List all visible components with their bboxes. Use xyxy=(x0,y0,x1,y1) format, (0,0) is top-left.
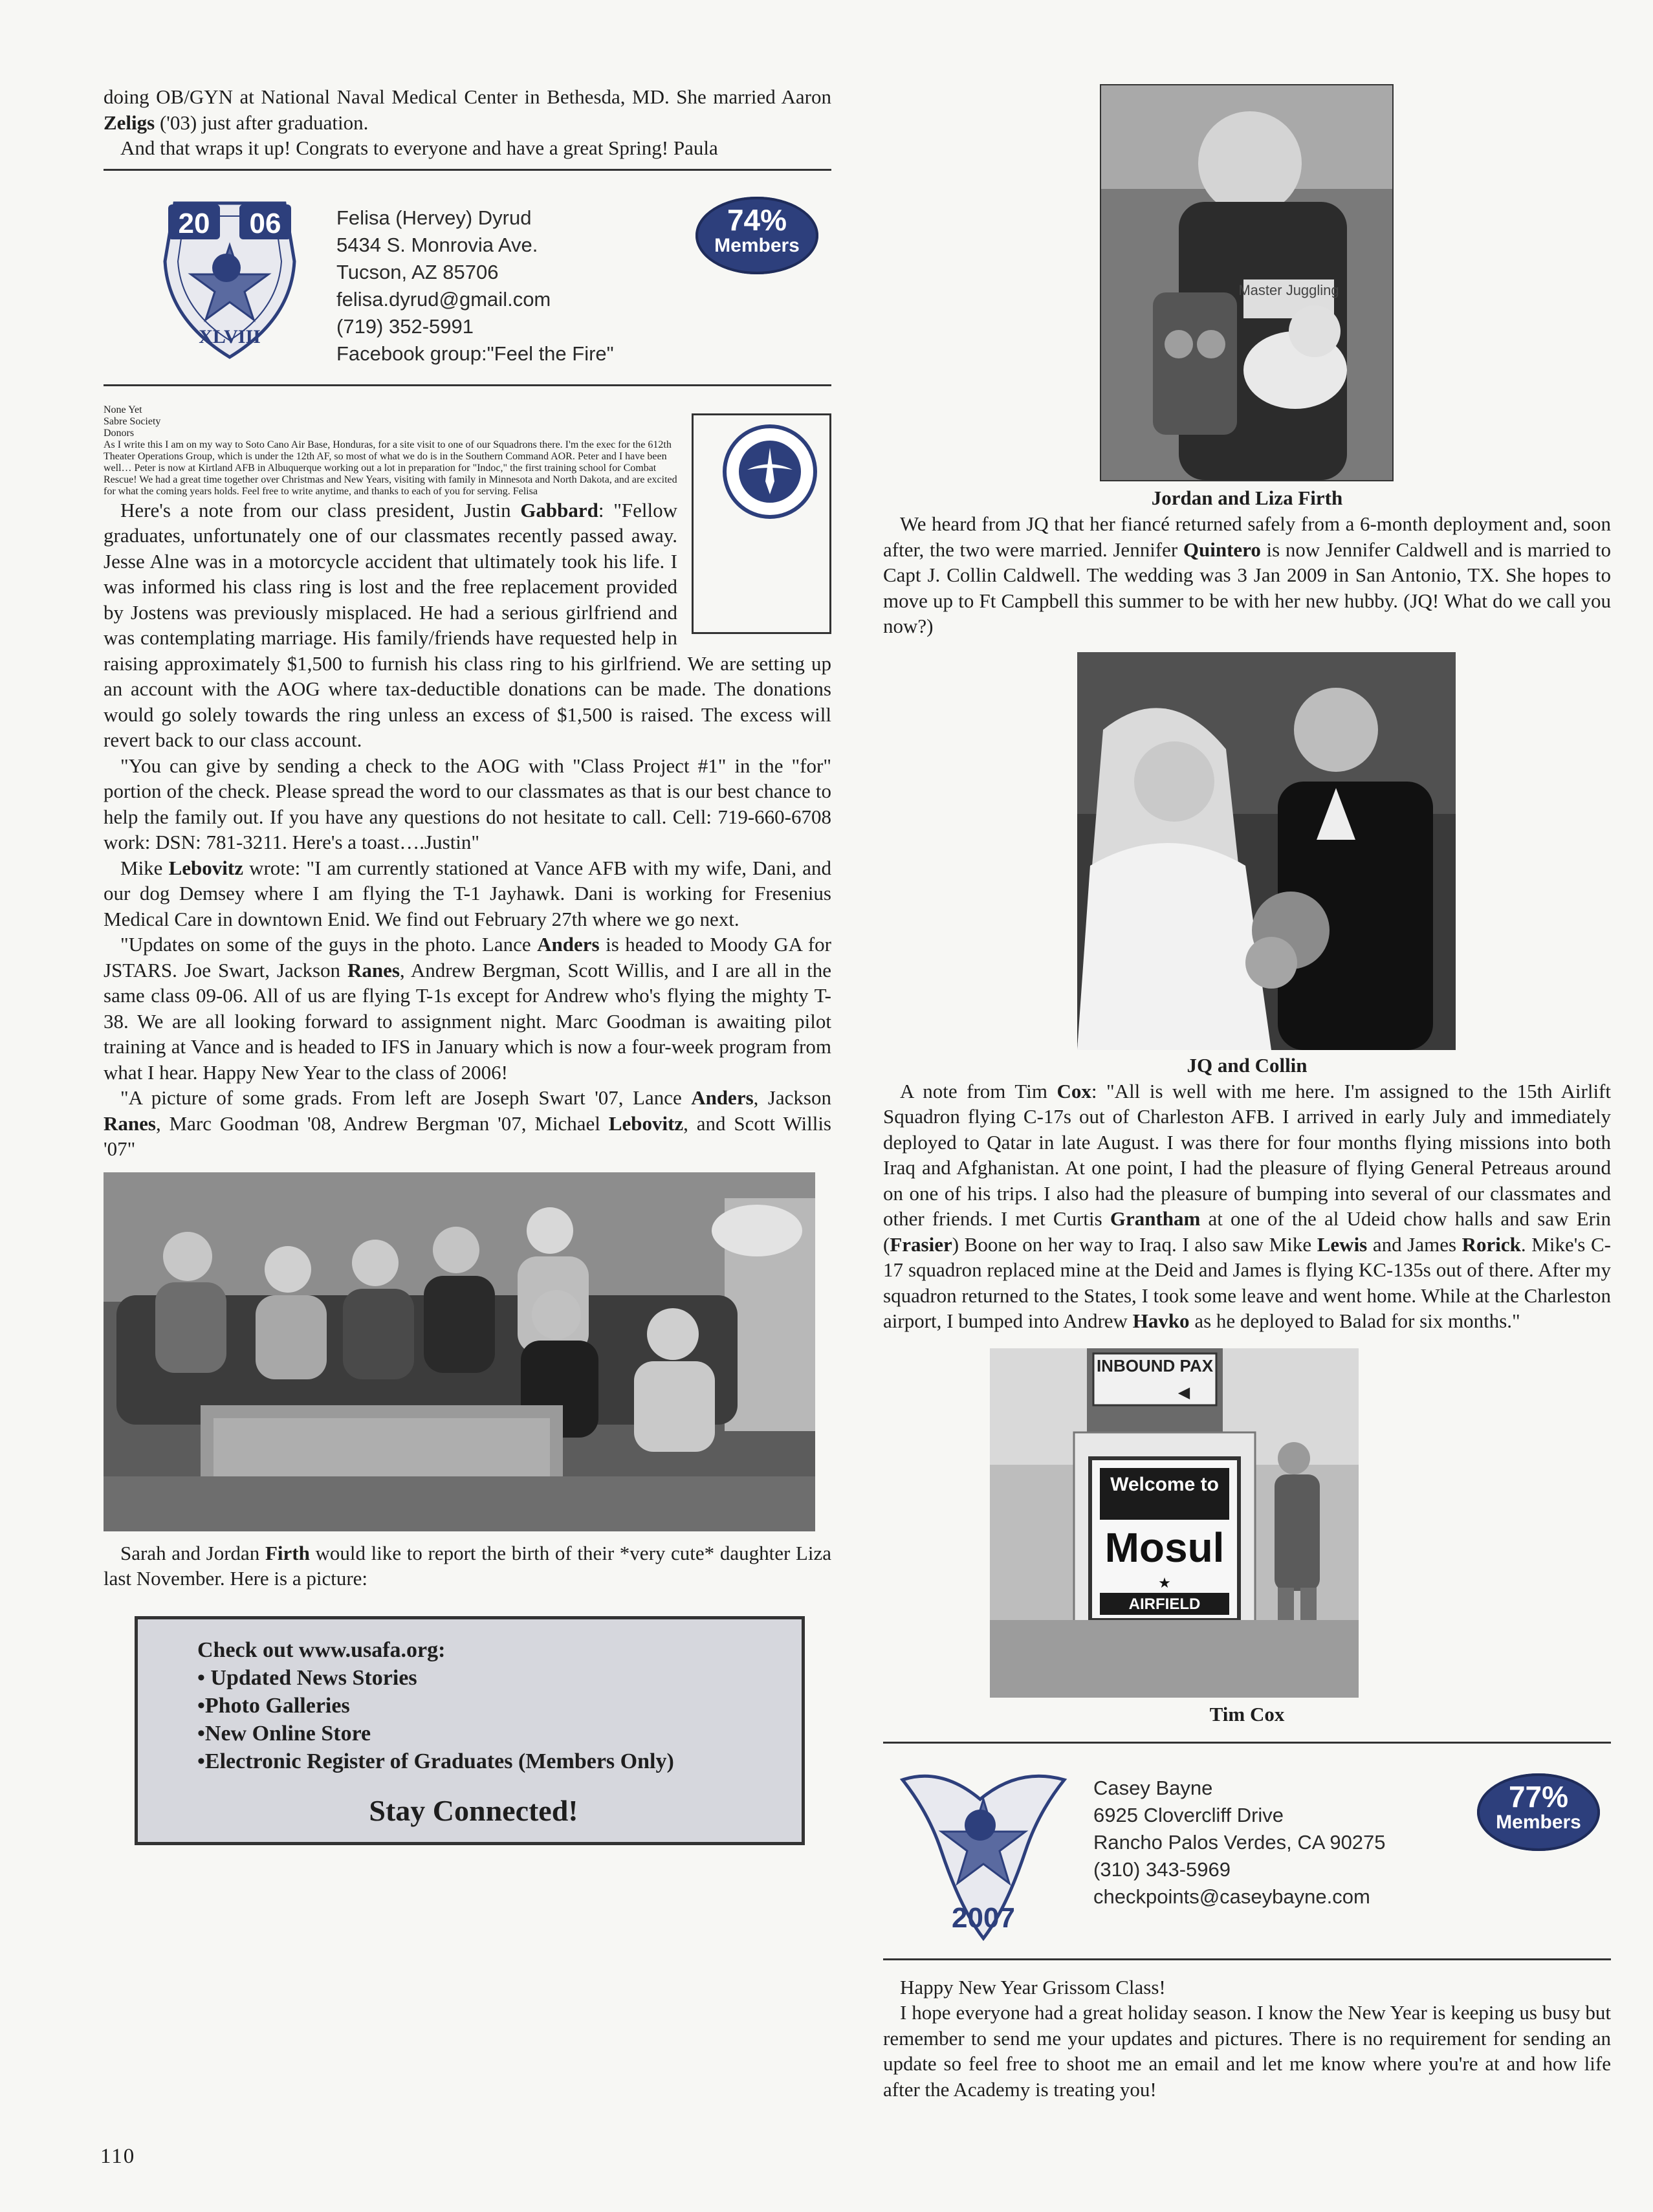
contact-phone: (310) 343-5969 xyxy=(1093,1857,1231,1881)
svg-text:XLVIII: XLVIII xyxy=(199,325,261,347)
grads-group-photo xyxy=(104,1172,815,1531)
wedding-photo xyxy=(1077,652,1456,1050)
sign-welcome: Welcome to xyxy=(1110,1473,1219,1495)
contact-email[interactable]: checkpoints@caseybayne.com xyxy=(1093,1885,1370,1908)
class-2007-contact xyxy=(1093,1775,1386,1911)
sabre-status: None Yet xyxy=(104,404,142,415)
caption-tim-cox: Tim Cox xyxy=(1209,1702,1285,1725)
sign-star-icon: ★ xyxy=(1158,1575,1171,1592)
sign-arrow-icon: ◀ xyxy=(1177,1383,1190,1401)
page-number: 110 xyxy=(100,2145,136,2168)
svg-text:20: 20 xyxy=(178,207,210,239)
connect-item: •Photo Galleries xyxy=(197,1693,350,1718)
sabre-label-1: Sabre Society xyxy=(104,415,161,427)
contact-address: 5434 S. Monrovia Ave. xyxy=(336,233,538,256)
contact-city: Tucson, AZ 85706 xyxy=(336,260,499,283)
contact-name: Felisa (Hervey) Dyrud xyxy=(336,206,532,229)
paragraph-donation: "You can give by sending a check to the AOG with "Class Project #1" in the "for" portion of the check. Please spread the word to our classmates as that is our best chance to help the family out. If you have any questions do not hesitate to call. Cell: 719-660-6708 work: DSN: 781-3211. Here's a toast….Justin" xyxy=(104,754,831,853)
paragraph-lebovitz: Mike Lebovitz wrote: "I am currently stationed at Vance AFB with my wife, Dani, and our dog Demsey where I am flying the T-1 Jayhawk. Dani is working for Fresenius Medical Care in downtown Enid. We find out February 27th where we go next. xyxy=(104,856,831,930)
paragraph-grissom: I hope everyone had a great holiday season. I know the New Year is keeping us busy but remember to send me your updates and pictures. There is no requirement for sending an update so feel free to shoot me an email and let me know where you're at and how life after the Academy is treating you! xyxy=(883,2001,1611,2101)
contact-city: Rancho Palos Verdes, CA 90275 xyxy=(1093,1830,1386,1854)
contact-name: Casey Bayne xyxy=(1093,1776,1213,1799)
paragraph-picture: "A picture of some grads. From left are Joseph Swart '07, Lance Anders, Jackson Ranes, Marc Goodman '08, Andrew Bergman '07, Michael Lebovitz, and Scott Willis '07" xyxy=(104,1086,831,1160)
caption-jordan-liza: Jordan and Liza Firth xyxy=(1151,487,1343,509)
membership-badge: 77% Members xyxy=(1477,1773,1600,1851)
name-zeligs: Zeligs xyxy=(104,111,155,134)
paragraph-tim-cox: A note from Tim Cox: "All is well with me here. I'm assigned to the 15th Airlift Squadron flying C-17s out of Charleston AFB. I arrived in early July and immediately deployed to Qatar in late August. I was there for four months flying missions into both Iraq and Afghanistan. At one point, I had the pleasure of flying General Petreaus around on one of his trips. I also had the pleasure of bumping into several of our classmates and other friends. I met Curtis Grantham at one of the al Udeid chow halls and saw Erin (Frasier) Boone on her way to Iraq. I also saw Mike Lewis and James Rorick. Mike's C-17 squadron replaced mine at the Deid and James is flying KC-135s out of there. After my squadron returned to the States, I took some leave and went home. While at the Charleston airport, I bumped into Andrew Havko as he deployed to Balad for six months." xyxy=(883,1079,1611,1332)
sign-mosul: Mosul xyxy=(1104,1524,1225,1571)
contact-email[interactable]: felisa.dyrud@gmail.com xyxy=(336,287,551,311)
stay-connected-label: Stay Connected! xyxy=(369,1793,578,1827)
class-2006-contact xyxy=(336,204,614,367)
intro-paragraph: doing OB/GYN at National Naval Medical Center in Bethesda, MD. She married Aaron Zeligs ('03) just after graduation. xyxy=(104,85,831,134)
intro-signoff: And that wraps it up! Congrats to everyone and have a great Spring! Paula xyxy=(120,137,718,159)
class-2007-header xyxy=(883,1744,1611,1958)
sign-inbound: INBOUND PAX xyxy=(1096,1355,1214,1375)
sign-airfield: AIRFIELD xyxy=(1128,1595,1201,1613)
mosul-photo xyxy=(990,1348,1359,1698)
sabre-society-seal-icon xyxy=(721,423,818,520)
class-2007-crest-icon xyxy=(896,1760,1071,1945)
section-divider xyxy=(104,384,831,386)
contact-phone: (719) 352-5991 xyxy=(336,314,474,338)
class-2006-header xyxy=(104,171,831,384)
connect-heading: Check out www.usafa.org: xyxy=(197,1637,446,1662)
connect-item: • Updated News Stories xyxy=(197,1665,417,1690)
paragraph-firth: Sarah and Jordan Firth would like to report the birth of their *very cute* daughter Liza last November. Here is a picture: xyxy=(104,1541,831,1590)
contact-address: 6925 Clovercliff Drive xyxy=(1093,1803,1284,1826)
sabre-society-box xyxy=(692,413,831,634)
connect-item: •New Online Store xyxy=(197,1721,371,1746)
connect-item: •Electronic Register of Graduates (Members Only) xyxy=(197,1749,674,1773)
contact-facebook: Facebook group:"Feel the Fire" xyxy=(336,342,614,365)
paragraph-quintero: We heard from JQ that her fiancé returned safely from a 6-month deployment and, soon after, the two were married. Jennifer Quintero is now Jennifer Caldwell and is married to Capt J. Collin Caldwell. The wedding was 3 Jan 2009 in San Antonio, TX. She hopes to move up to Ft Campbell this summer to be with her new hubby. (JQ! What do we call you now?) xyxy=(883,512,1611,637)
right-column xyxy=(883,84,1611,2102)
juggling-tag: Master Juggling xyxy=(1238,282,1339,298)
paragraph-updates: "Updates on some of the guys in the photo. Lance Anders is headed to Moody GA for JSTARS. Joe Swart, Jackson Ranes, Andrew Bergman, Scott Willis, and I are all in the same class 09-06. All of us are flying T-1s except for Andrew who's flying the mighty T-38. We are all looking forward to assignment night. Marc Goodman is awaiting pilot training at Vance and is headed to IFS in January which is now a four-week program from what I hear. Happy New Year to the class of 2006! xyxy=(104,933,832,1084)
paragraph-gabbard: Here's a note from our class president, Justin Gabbard: "Fellow graduates, unfortunately one of our classmates recently passed away. Jesse Alne was in a motorcycle accident that ultimately took his life. I was informed his class ring is lost and the free replacement provided by Jostens was previously misplaced. He had a serious girlfriend and was contemplating marriage. His family/friends have requested help in raising approximately $1,500 to furnish his class ring to his girlfriend. We are setting up an account with the AOG where tax-deductible donations can be made. The donations would go solely towards the ring unless an excess of $1,500 is raised. The excess will revert back to our class account. xyxy=(104,498,831,751)
greeting: Happy New Year Grissom Class! xyxy=(900,1975,1166,1998)
membership-badge: 74% Members xyxy=(695,197,818,274)
svg-text:06: 06 xyxy=(249,207,281,239)
stay-connected-box xyxy=(135,1616,805,1845)
class-2006-crest-icon xyxy=(149,190,311,365)
caption-jq-collin: JQ and Collin xyxy=(1187,1053,1308,1077)
sabre-label-2: Donors xyxy=(104,427,135,439)
jordan-liza-photo xyxy=(1100,84,1394,481)
svg-text:2007: 2007 xyxy=(952,1901,1015,1934)
left-column: doing OB/GYN at National Naval Medical Center in Bethesda, MD. She married Aaron Zeligs ('03) just after graduation. And that wraps it up! Congrats to everyone and have a great Spring! Paula 20 06 XLVIII Felisa (Hervey) Dyrud 5434 S. Monrovia Ave. Tucson, AZ 85706 felisa.dyrud@gmail.com (719) 352-5991 Facebook group:"Feel the Fire" 74% Members None Yet Sabre Society Donors As I write this I am on my way to Soto Cano Air Base, Honduras, for a site visit to one of our Squadrons there. I'm the exec for the 612th Theater Operations Group, which is under the 12th AF, so most of what we do is in the Southern Command AOR. Peter and I have been well… Peter is now at Kirtland AFB in Albuquerque working out a lot in preparation for "Indoc," the first training school for Combat Rescue! We had a great time together over Christmas and New Years, visiting with family in Minnesota and North Dakota, and are excited for what the coming years holds. Feel free to write anytime, and thanks to each of you for serving. Felisa Here's a note from our class president, Justin Gabbard: "Fellow graduates, unfortunately one of our classmates recently passed away. Jesse Alne was in a motorcycle accident that ultimately took his life. I was informed his class ring is lost and the free replacement provided by Jostens was previously misplaced. He had a serious girlfriend and was contemplating marriage. His family/friends have requested help in raising approximately $1,500 to furnish his class ring to his girlfriend. We are setting up an account with the AOG where tax-deductible donations can be made. The donations would go solely towards the ring unless an excess of $1,500 is raised. The excess will revert back to our class account. "You can give by sending a check to the AOG with "Class Project #1" in the "for" portion of the check. Please spread the word to our classmates as that is our best chance to help the family out. If you have any questions do not hesitate to call. Cell: 719-660-6708 work: DSN: 781-3211. Here's a toast….Justin" Mike Lebovitz wrote: "I am currently stationed at Vance AFB with my wife, Dani, and our dog Demsey where I am flying the T-1 Jayhawk. Dani is working for Fresenius Medical Care in downtown Enid. We find out February 27th where we go next. "Updates on some of the guys in the photo. Lance Anders is headed to Moody GA for JSTARS. Joe Swart, Jackson Ranes, Andrew Bergman, Scott Willis, and I are all in the same class 09-06. All of us are flying T-1s except for Andrew who's flying the mighty T-38. We are all looking forward to assignment night. Marc Goodman is awaiting pilot training at Vance and is headed to IFS in January which is now a four-week program from what I hear. Happy New Year to the class of 2006! "A picture of some grads. From left are Joseph Swart '07, Lance Anders, Jackson Ranes, Marc Goodman '08, Andrew Bergman '07, Michael Lebovitz, and Scott Willis '07" Sarah and Jordan Firth would like to report the birth of their *very cute* daughter Liza last November. Here is a picture: Check out www.usafa.org: • Updated News Stories •Photo Galleries •New Online Store •Electronic Register of Graduates (Members Only) Stay Connected! xyxy=(104,84,831,1845)
section-divider xyxy=(883,1958,1611,1960)
